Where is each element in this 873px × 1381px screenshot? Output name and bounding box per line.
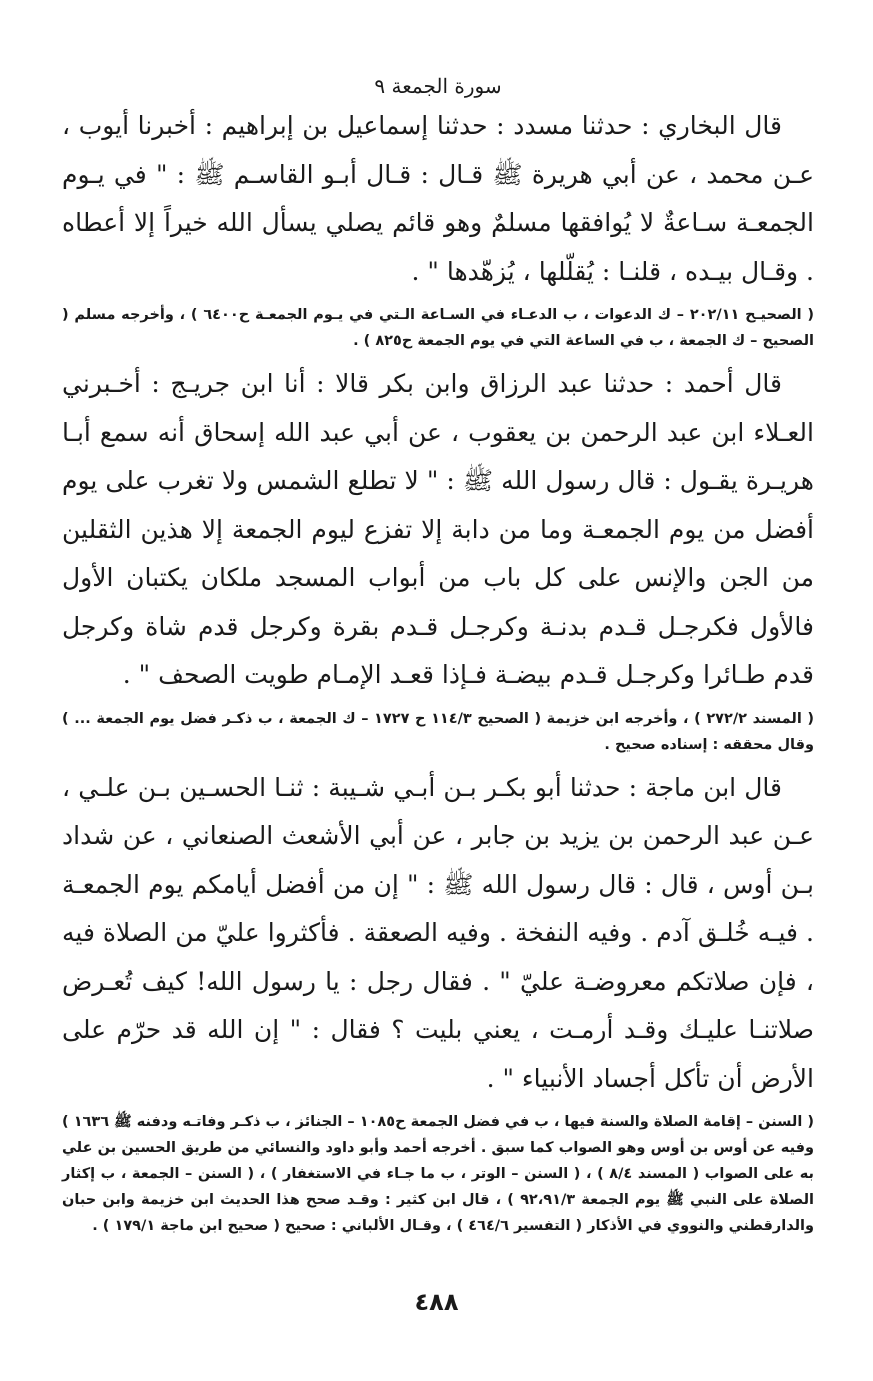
footnote-bukhari: ( الصحيـح ٢٠٢/١١ – ك الدعوات ، ب الدعـاء في السـاعة الـتي في يـوم الجمعـة ح٦٤٠٠ ) ، وأخرجه مسلم ( الصحيح – ك الجمعة ، ب في الساعة التي في يوم الجمعة ح٨٢٥ ) .	[62, 307, 814, 349]
footnote-ahmad: ( المسند ٢٧٢/٢ ) ، وأخرجه ابن خزيمة ( الصحيح ١١٤/٣ ح ١٧٢٧ – ك الجمعة ، ب ذكـر فضل يوم الجمعة ... ) وقال محققه : إسناده صحيح .	[62, 710, 814, 753]
page-number: ٤٨٨	[414, 1288, 459, 1316]
page-header: سورة الجمعة ٩	[374, 74, 502, 98]
page-body	[62, 72, 814, 1245]
hadith-paragraph-bukhari: قال البخاري : حدثنا مسدد : حدثنا إسماعيل بن إبراهيم : أخبرنا أيوب ، عـن محمد ، عن أبي هريرة ﷺ قـال : قـال أبـو القاسـم ﷺ : " في يـوم الجمعـة سـاعةٌ لا يُوافقها مسلمٌ وهو قائم يصلي يسأل الله خيراً إلا أعطاه . وقـال بيـده ، قلنـا : يُقلّلها ، يُزهّدها " .	[62, 111, 814, 286]
hadith-paragraph-ahmad: قال أحمد : حدثنا عبد الرزاق وابن بكر قالا : أنا ابن جريـج : أخـبرني العـلاء ابن عبد الرحمن بن يعقوب ، عن أبي عبد الله إسحاق أنه سمع أبـا هريـرة يقـول : قال رسول الله ﷺ : " لا تطلع الشمس ولا تغرب على يوم أفضل من يوم الجمعـة وما من دابة إلا تفزع ليوم الجمعة إلا هذين الثقلين من الجن والإنس على كل باب من أبواب المسجد ملكان يكتبان الأول فالأول فكرجـل قـدم بدنـة وكرجـل قـدم بقرة وكرجل قدم شاة وكرجل قدم طـائرا وكرجـل قـدم بيضـة فـإذا قعـد الإمـام طويت الصحف " .	[62, 369, 814, 689]
footnote-ibn-majah: ( السنن – إقامة الصلاة والسنة فيها ، ب في فضل الجمعة ح١٠٨٥ – الجنائز ، ب ذكـر وفاتـه ودفنه ﷺ ١٦٣٦ ) وفيه عن أوس بن أوس وهو الصواب كما سبق . أخرجه أحمد وأبو داود والنسائي من طريق الحسين بن علي به على الصواب ( المسند ٨/٤ ) ، ( السنن – الوتر ، ب ما جـاء في الاستغفار ) ، ( السنن – الجمعة ، ب إكثار الصلاة على النبي ﷺ يوم الجمعة ٩٢،٩١/٣ ) ، قال ابن كثير : وقـد صحح هذا الحديث ابن خزيمة وابن حبان والدارقطني والنووي في الأذكار ( التفسير ٤٦٤/٦ ) ، وقـال الألباني : صحيح ( صحيح ابن ماجة ١٧٩/١ ) .	[62, 1114, 814, 1234]
hadith-paragraph-ibn-majah: قال ابن ماجة : حدثنا أبو بكـر بـن أبـي شـيبة : ثنـا الحسـين بـن علـي ، عـن عبد الرحمن بن يزيد بن جابر ، عن أبي الأشعث الصنعاني ، عن شداد بـن أوس ، قال : قال رسول الله ﷺ : " إن من أفضل أيامكم يوم الجمعـة . فيـه خُلـق آدم . وفيه النفخة . وفيه الصعقة . فأكثروا عليّ من الصلاة فيه ، فإن صلاتكم معروضـة عليّ " . فقال رجل : يا رسول الله! كيف تُعـرض صلاتنـا عليـك وقـد أرمـت ، يعني بليت ؟ فقال : " إن الله قد حرّم على الأرض أن تأكل أجساد الأنبياء " .	[62, 772, 814, 1093]
